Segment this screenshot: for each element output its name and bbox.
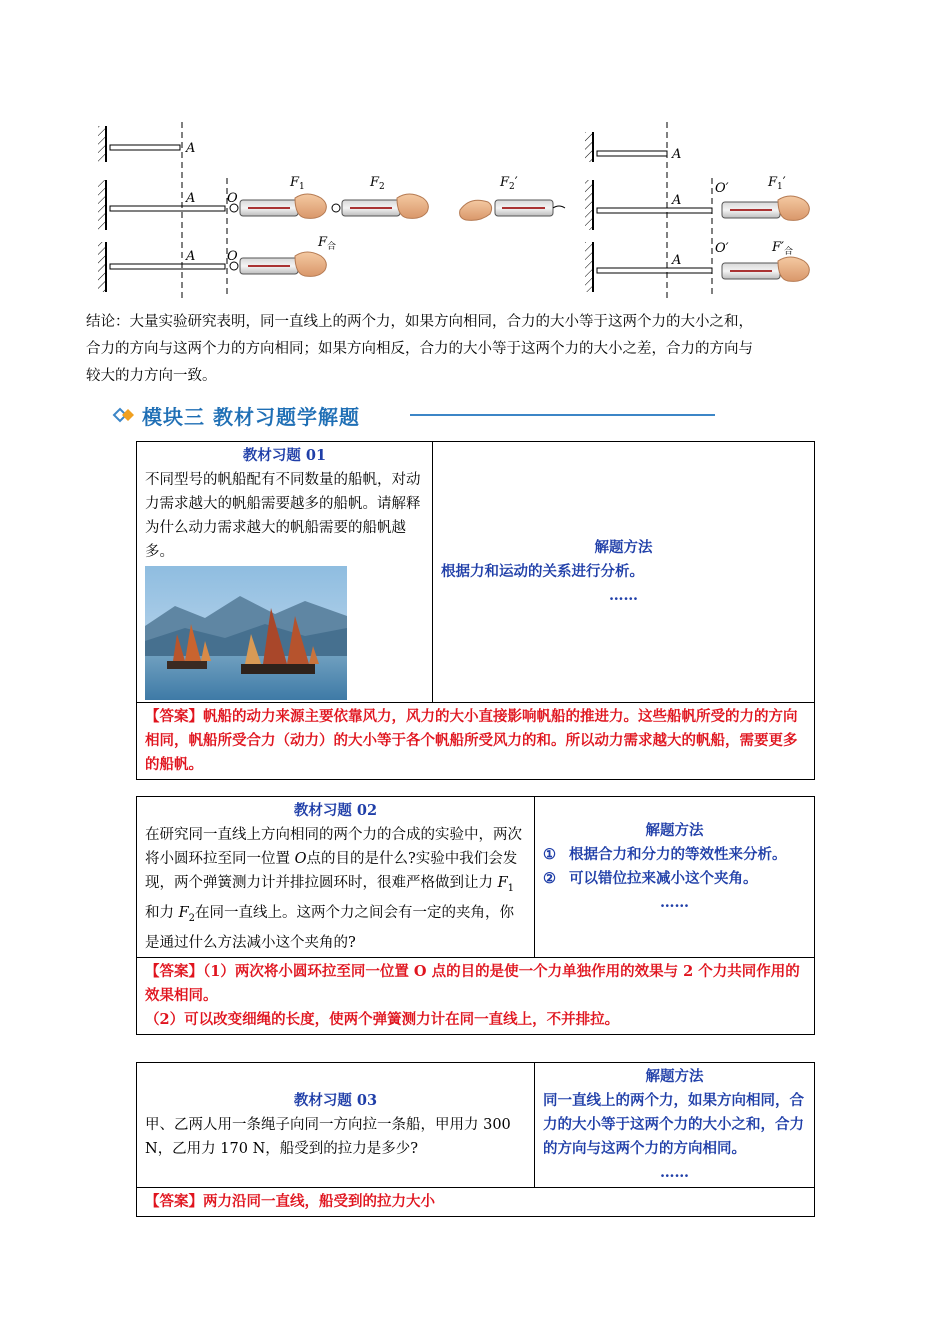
exercise-01-answer: 帆船的动力来源主要依靠风力，风力的大小直接影响帆船的推进力。这些船帆所受的力的方向相同，帆船所受合力（动力）的大小等于各个帆船所受风力的和。所以动力需求越大的帆船，需要更多的船帆。	[145, 708, 798, 773]
label-o-2: O	[227, 249, 238, 264]
label-f1-prime: $F_1'$	[768, 175, 786, 192]
spring-scale-f1-prime	[722, 202, 780, 218]
exercise-03-answer-cell	[137, 1188, 815, 1217]
hand-4	[460, 200, 492, 220]
label-o-1: O	[227, 191, 238, 206]
exercise-01-dots: ……	[609, 587, 638, 604]
hand-3	[295, 252, 326, 276]
right-elastic-bands	[597, 151, 712, 273]
exercise-02-dots: ……	[660, 894, 689, 911]
exercise-03-method-cell	[535, 1063, 815, 1188]
exercise-01-question-cell	[137, 442, 433, 703]
module-divider	[410, 414, 715, 416]
exercise-03-answer: 两力沿同一直线，船受到的拉力大小	[203, 1193, 435, 1210]
conclusion-line-2: 合力的方向与这两个力的方向相同；如果方向相反，合力的大小等于这两个力的大小之差，合力的方向与	[86, 341, 753, 357]
exercise-03-dots: ……	[660, 1164, 689, 1181]
hand-2	[397, 194, 428, 218]
label-o-prime-1: O′	[715, 181, 729, 196]
conclusion-line-1: 结论：大量实验研究表明，同一直线上的两个力，如果方向相同，合力的大小等于这两个力的大小之和，	[86, 314, 753, 330]
exercise-02-method-cell	[535, 797, 815, 958]
exercise-01-answer-cell	[137, 703, 815, 780]
label-a-6: A	[672, 253, 682, 268]
label-a-2: A	[186, 191, 196, 206]
spring-scale-f2-prime	[495, 200, 565, 216]
exercise-02-title: 教材习题 02	[293, 802, 378, 819]
hand-5	[778, 196, 809, 220]
exercise-02-answer-cell	[137, 957, 815, 1034]
sailboats-photo	[145, 566, 347, 700]
exercise-02-question: 在研究同一直线上方向相同的两个力的合成的实验中，两次将小圆环拉至同一位置 O点的目的是什么?实验中我们会发现，两个弹簧测力计并排拉圆环时，很难严格做到让力 $F_1$和力 $F_2$在同一直线上。这两个力之间会有一定的夹角，你是通过什么方法减小这个夹角的?	[145, 827, 522, 951]
label-f2: $F_2$	[370, 175, 385, 192]
exercise-01-question: 不同型号的帆船配有不同数量的船帆，对动力需求越大的帆船需要越多的船帆。请解释为什么动力需求越大的帆船需要的船帆越多。	[145, 472, 421, 560]
exercise-02-table	[136, 796, 815, 1035]
exercise-03-answer-tag: 【答案】	[145, 1193, 203, 1210]
exercise-03-question: 甲、乙两人用一条绳子向同一方向拉一条船，甲用力 300 N，乙用力 170 N，船受到的拉力是多少?	[145, 1117, 511, 1157]
diamond-arrow-icon	[112, 405, 136, 425]
left-wall	[98, 126, 106, 292]
exercise-02-question-cell	[137, 797, 535, 958]
conclusion-line-3: 较大的力方向一致。	[86, 368, 217, 384]
label-a-1: A	[186, 141, 196, 156]
label-f1: $F_1$	[290, 175, 305, 192]
label-a-3: A	[186, 249, 196, 264]
label-f-prime-he: $F'_合$	[772, 240, 793, 257]
label-a-4: A	[672, 147, 682, 162]
exercise-01-method: 根据力和运动的关系进行分析。	[441, 563, 644, 580]
conclusion-paragraph	[86, 309, 873, 390]
exercise-03-table	[136, 1062, 815, 1217]
exercise-01-method-title: 解题方法	[594, 539, 653, 556]
module-header	[112, 399, 722, 433]
exercise-03-question-cell	[137, 1063, 535, 1188]
spring-scale-f2	[332, 200, 400, 216]
hand-1	[295, 194, 326, 218]
spring-scale-f-resultant	[230, 258, 298, 274]
hand-6	[778, 257, 809, 281]
module-title: 模块三 教材习题学解题	[142, 405, 360, 429]
exercise-02-method-title: 解题方法	[645, 822, 704, 839]
exercise-01-method-cell	[433, 442, 815, 703]
force-composition-figure	[90, 118, 830, 304]
exercise-01-answer-tag: 【答案】	[145, 708, 203, 725]
spring-scale-f-prime-resultant	[722, 263, 780, 279]
left-elastic-bands	[110, 145, 225, 269]
exercise-02-answer-line-1: 【答案】（1）两次将小圆环拉至同一位置 O 点的目的是使一个力单独作用的效果与 2 个力共同作用的效果相同。	[145, 962, 800, 1004]
exercise-02-method-item: ① 根据合力和分力的等效性来分析。	[543, 846, 787, 863]
label-f2-prime: $F_2'$	[500, 175, 518, 192]
label-f-he: $F_合$	[318, 235, 337, 252]
label-o-prime-2: O′	[715, 241, 729, 256]
exercise-03-method: 同一直线上的两个力，如果方向相同，合力的大小等于这两个力的大小之和，合力的方向与这两个力的方向相同。	[543, 1092, 804, 1157]
exercise-02-method-item: ② 可以错位拉来减小这个夹角。	[543, 870, 758, 887]
label-a-5: A	[672, 193, 682, 208]
exercise-01-title: 教材习题 01	[242, 447, 327, 464]
exercise-02-answer-line-2: （2）可以改变细绳的长度，使两个弹簧测力计在同一直线上，不并排拉。	[145, 1010, 620, 1028]
exercise-01-table	[136, 441, 815, 780]
exercise-03-title: 教材习题 03	[293, 1092, 378, 1109]
right-wall	[585, 132, 593, 292]
exercise-03-method-title: 解题方法	[645, 1068, 704, 1085]
spring-scale-f1	[230, 200, 298, 216]
exercise-02-method-list	[543, 843, 806, 891]
